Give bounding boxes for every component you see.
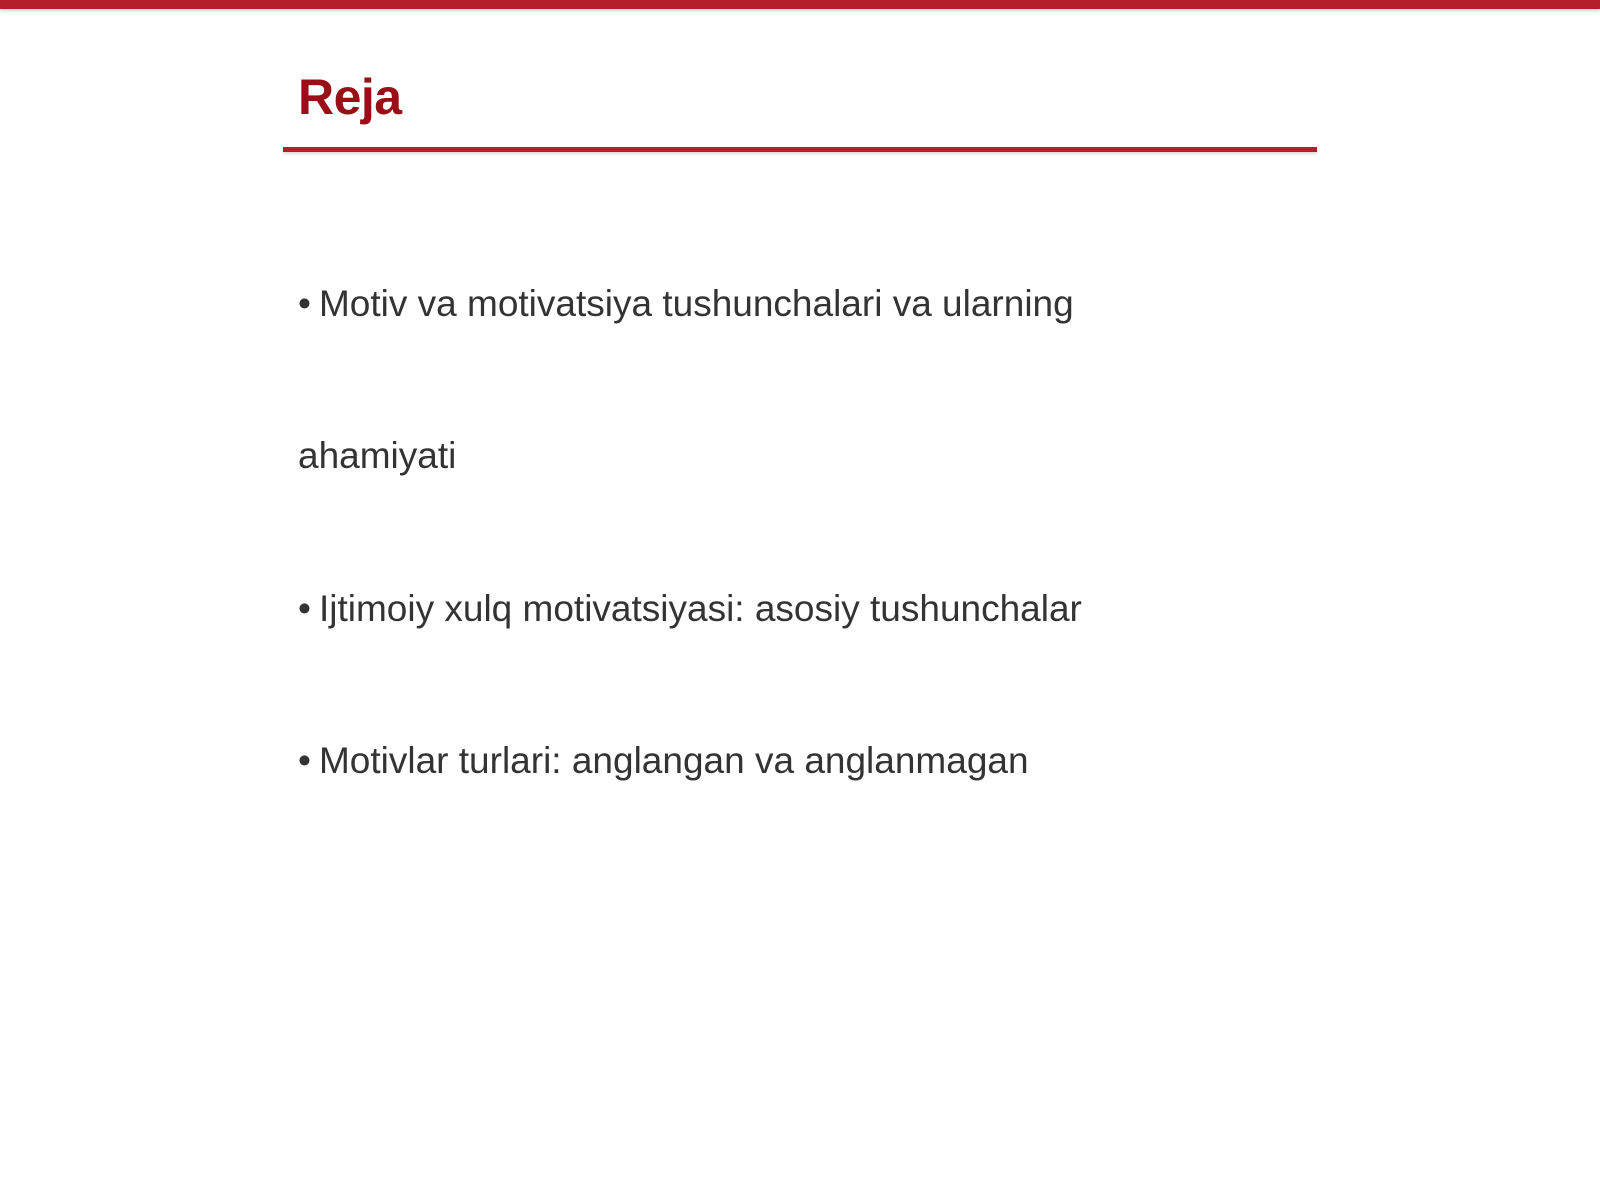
slide-title: Reja <box>298 69 402 125</box>
bullet-item-ijtimoiy <box>298 587 1082 631</box>
bullet-dot-icon: • <box>298 740 311 781</box>
bullet-dot-icon: • <box>298 588 311 629</box>
bullet-item-text: ahamiyati <box>298 435 457 476</box>
bullet-dot-icon: • <box>298 283 311 324</box>
bullet-item-continuation <box>298 434 456 478</box>
bullet-item-motivlar <box>298 739 1029 783</box>
bullet-item-text: Motiv va motivatsiya tushunchalari va ularning <box>318 283 1074 324</box>
top-accent-bar <box>0 0 1600 9</box>
bullet-item-text: Motivlar turlari: anglangan va anglanmagan <box>318 740 1029 781</box>
bullet-item-motiv <box>298 282 1074 326</box>
bullet-item-text: Ijtimoiy xulq motivatsiyasi: asosiy tushunchalar <box>318 588 1082 629</box>
title-underline <box>283 147 1317 152</box>
